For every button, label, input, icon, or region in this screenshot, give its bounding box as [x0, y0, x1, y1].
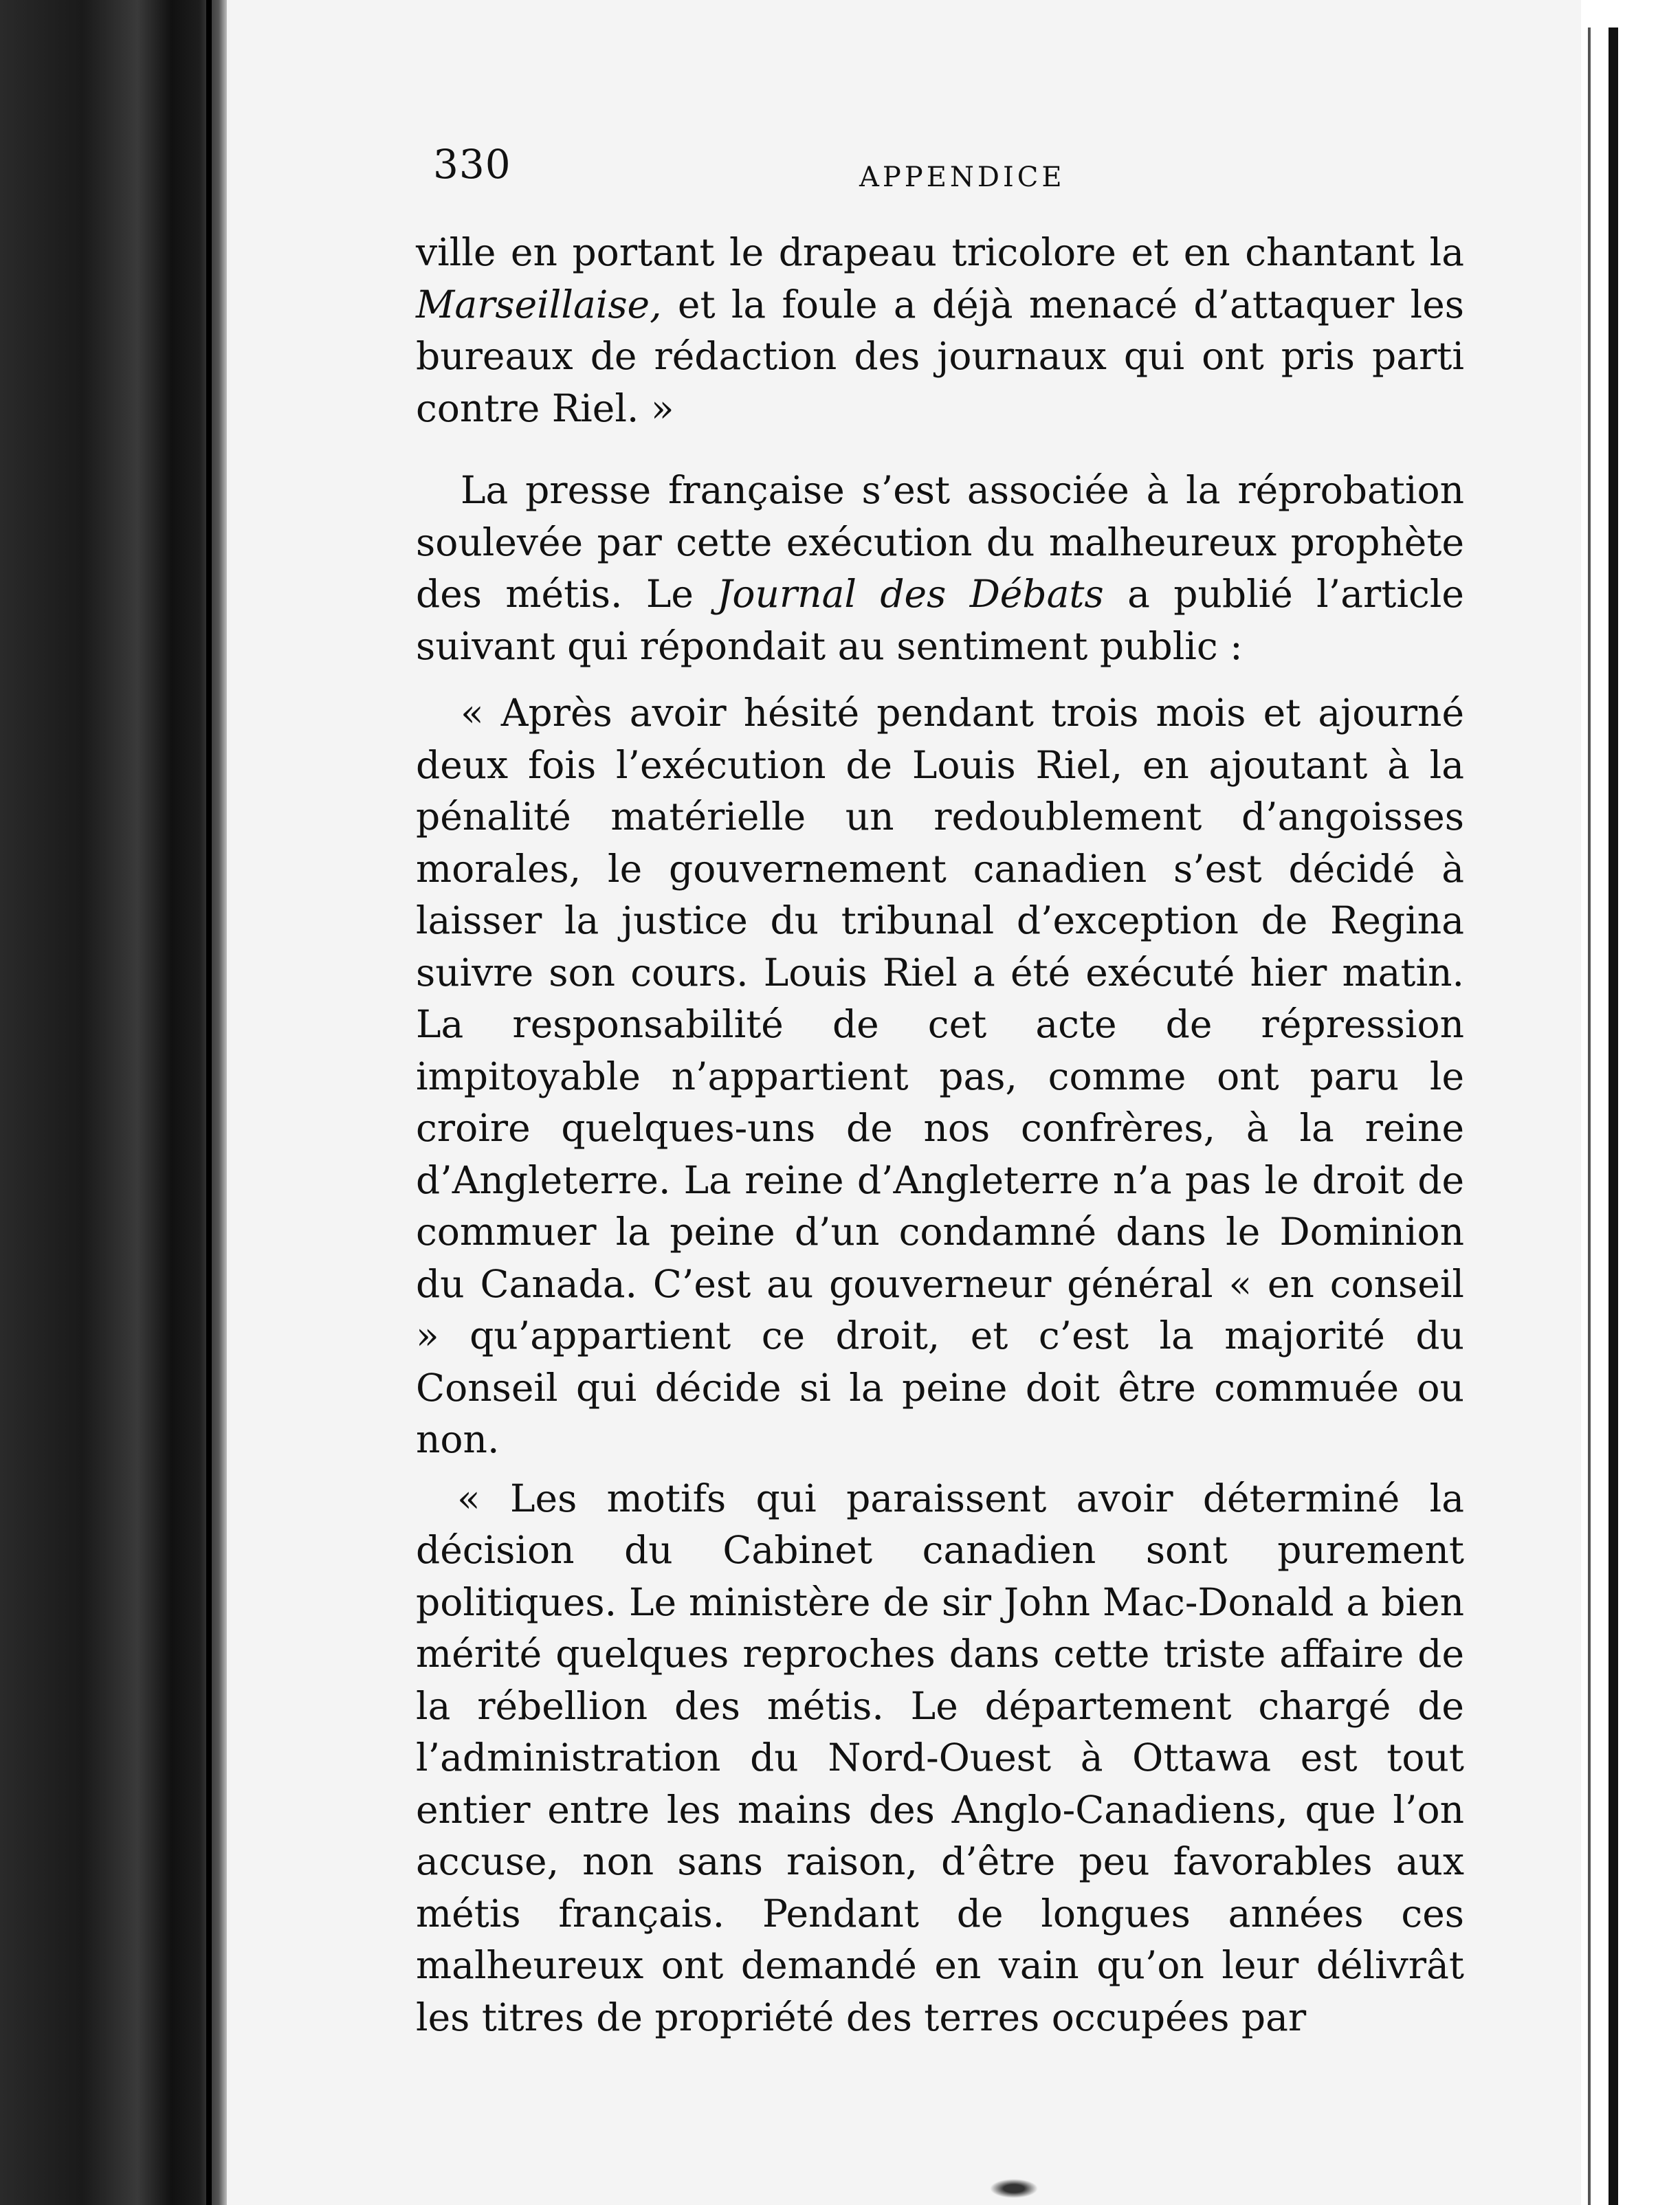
- italic-title: Marseillaise,: [416, 282, 662, 326]
- ink-smudge: [990, 2179, 1038, 2198]
- page-right-edge: [1581, 0, 1680, 2205]
- edge-line: [1588, 27, 1591, 2205]
- quoted-paragraph: « Après avoir hésité pendant trois mois et ajourné deux fois l’exécution de Louis Riel, en ajoutant à la pénalité matérielle un redoublement d’angoisses morales, le gouvernement canadien s’est décidé à laisser la justice du tribunal d’exception de Regina suivre son cours. Louis Riel a été exécuté hier matin. La responsabilité de cet acte de répression impitoyable n’appartient pas, comme ont paru le croire quelques-uns de nos confrères, à la reine d’Angleterre. La reine d’Angleterre n’a pas le droit de commuer la peine d’un condamné dans le Dominion du Canada. C’est au gouverneur général « en conseil » qu’appartient ce droit, et c’est la majorité du Conseil qui décide si la peine doit être commuée ou non.: [416, 691, 1464, 1461]
- running-head: APPENDICE: [859, 162, 1065, 193]
- edge-line: [1609, 27, 1618, 2205]
- quoted-paragraph: « Les motifs qui paraissent avoir déterminé la décision du Cabinet canadien sont purement politiques. Le ministère de sir John Mac-Donald a bien mérité quelques reproches dans cette triste affaire de la rébellion des métis. Le département chargé de l’administration du Nord-Ouest à Ottawa est tout entier entre les mains des Anglo-Canadiens, que l’on accuse, non sans raison, d’être peu favorables aux métis français. Pendant de longues années ces malheureux ont demandé en vain qu’on leur délivrât les titres de propriété des terres occupées par: [416, 1476, 1464, 2039]
- page-number: 330: [433, 141, 511, 188]
- paragraph-text: La presse française s’est associée à la réprobation soulevée par cette exécution du malheureux prophète des métis. Le: [416, 468, 1464, 616]
- paragraph: [416, 465, 1464, 672]
- paragraph-text: ville en portant le drapeau tricolore et en chantant la: [416, 230, 1464, 274]
- book-binding-edge: [0, 0, 227, 2205]
- paragraph-text: et la foule a déjà menacé d’attaquer les bureaux de rédaction des journaux qui ont pris parti contre Riel. »: [416, 282, 1464, 430]
- page-body: [416, 227, 1464, 2043]
- paragraph: [416, 227, 1464, 434]
- italic-title: Journal des Débats: [717, 572, 1104, 616]
- paragraph-text: a publié l’article suivant qui répondait au sentiment public :: [416, 572, 1464, 668]
- page-header: [433, 141, 1450, 196]
